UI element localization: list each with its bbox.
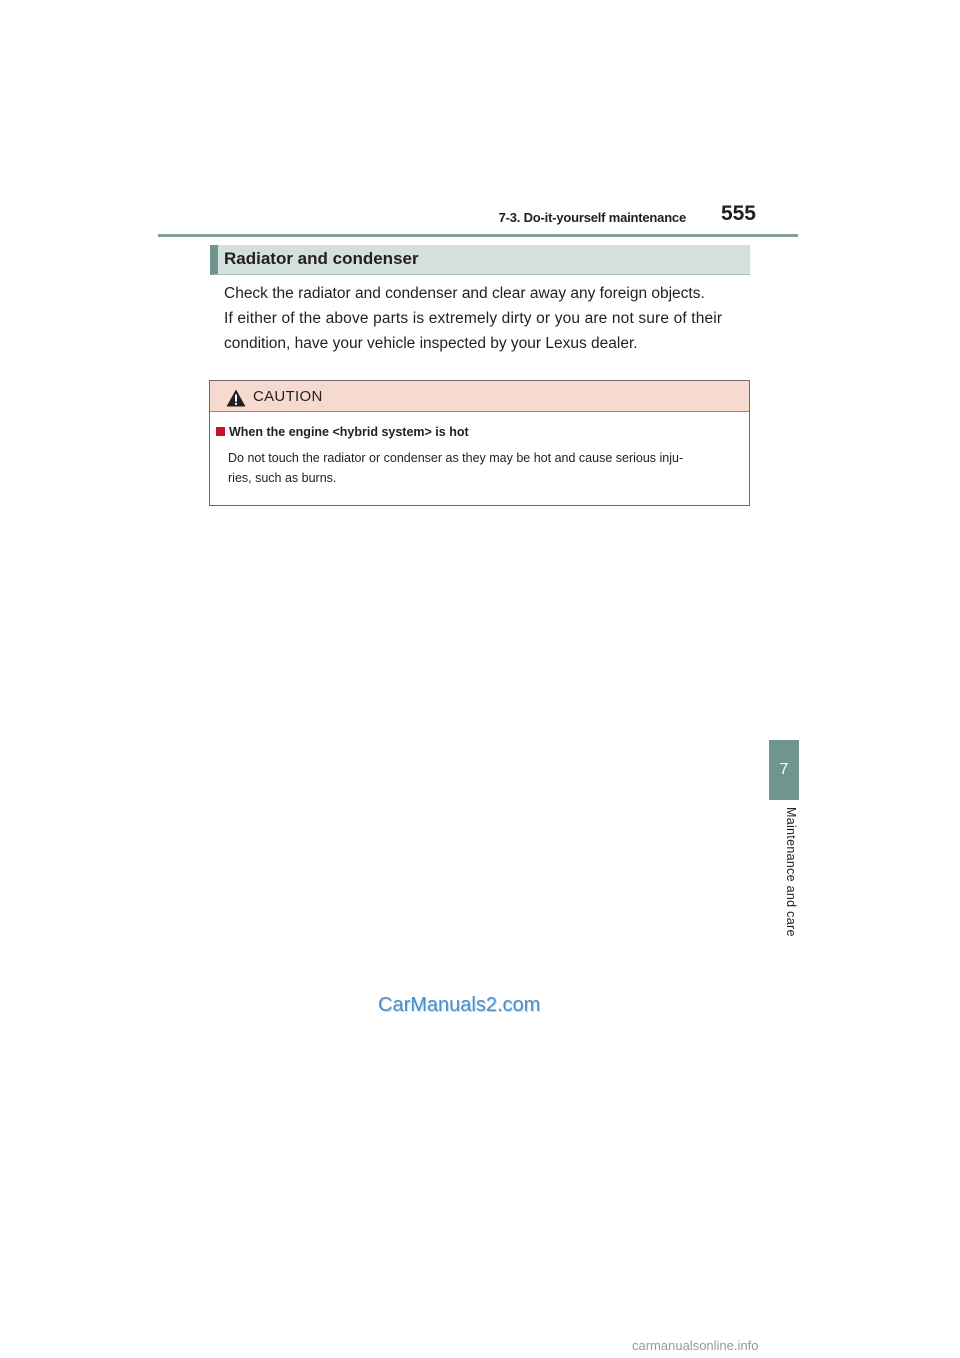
body-line-2: If either of the above parts is extremely dirty or you are not sure of their	[224, 310, 723, 327]
warning-triangle-icon	[226, 389, 246, 407]
chapter-tab	[769, 740, 799, 800]
red-square-bullet-icon	[216, 427, 225, 436]
caution-item-title: When the engine <hybrid system> is hot	[229, 425, 469, 439]
caution-text-line-1: Do not touch the radiator or condenser as they may be hot and cause serious inju-	[228, 451, 684, 465]
section-heading	[210, 245, 750, 275]
footer-watermark: carmanualsonline.info	[632, 1338, 759, 1353]
center-watermark: CarManuals2.com	[378, 994, 541, 1016]
caution-header	[210, 381, 749, 412]
chapter-number: 7	[779, 761, 789, 778]
chapter-label: Maintenance and care	[784, 807, 798, 937]
caution-box	[209, 380, 750, 506]
caution-text-line-2: ries, such as burns.	[228, 471, 337, 485]
body-line-3: condition, have your vehicle inspected by your Lexus dealer.	[224, 335, 638, 352]
caution-title: CAUTION	[253, 388, 323, 405]
body-line-1: Check the radiator and condenser and clear away any foreign objects.	[224, 285, 705, 302]
caution-item-title-row	[216, 425, 469, 439]
page-number: 555	[720, 202, 756, 225]
page-header	[158, 200, 798, 237]
section-heading-text: Radiator and condenser	[224, 249, 419, 268]
header-section-title: 7-3. Do-it-yourself maintenance	[498, 210, 686, 225]
